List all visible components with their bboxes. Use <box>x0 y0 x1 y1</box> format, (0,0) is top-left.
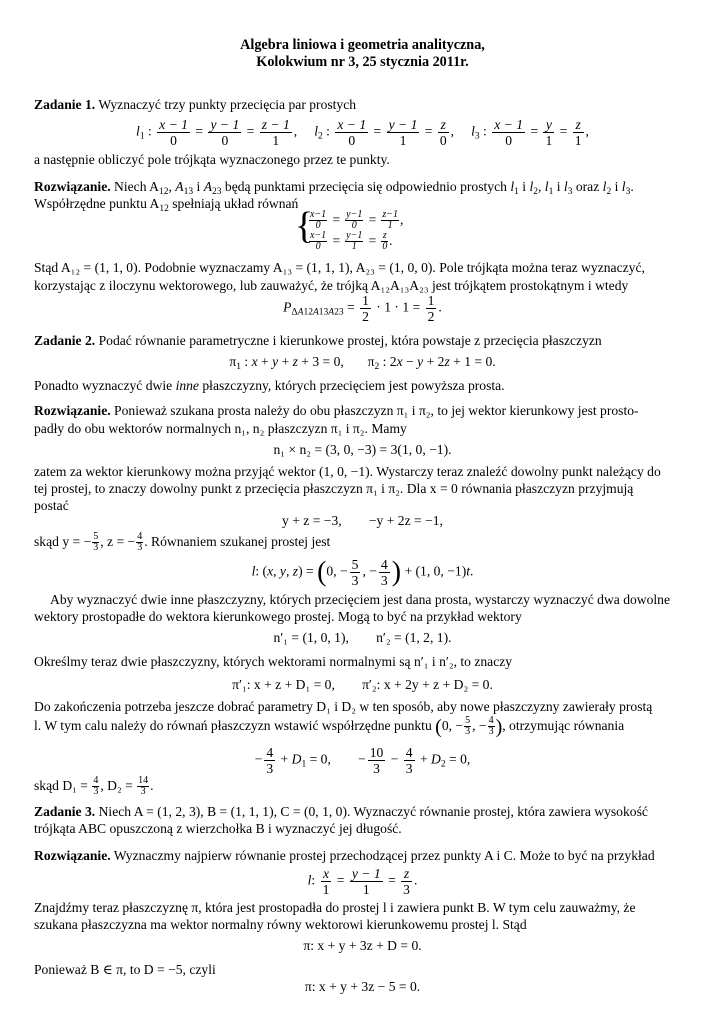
solution-1-text-c: spełniają układ równań <box>168 196 299 211</box>
reduced-eq-b: −y + 2z = −1, <box>368 513 443 528</box>
solution-1-line-2: Współrzędne punktu $A_{12}$ spełniają układ równań <box>34 196 299 214</box>
solution-2-p2-line-2: wektory prostopadłe do wektora kierunkowego prostej. Mogą to być na przykład wektory <box>34 609 522 624</box>
d-equations: − $\frac{4}{3}$ + $D_1 = 0$, − $\frac{10}{3}$ − $\frac{4}{3}$ + $D_2 = 0$, <box>254 745 471 776</box>
sol-y-text: skąd y = − <box>34 534 92 549</box>
title-line-2: Kolokwium nr 3, 25 stycznia 2011r. <box>256 54 469 70</box>
solution-3-label: Rozwiązanie. <box>34 848 111 863</box>
normal-2: n′₂ = (1, 2, 1). <box>376 630 452 645</box>
solution-2-line-9: l. W tym calu należy do równań płaszczyzn wstawić współrzędne punktu (0, − $\frac{5}{3}$ , − $\frac{4}{3}$ ), otrzymując równania <box>34 715 625 738</box>
task-2-intro <box>34 331 691 350</box>
reduced-eq-a: y + z = −3, <box>282 513 342 528</box>
system-brace: { <box>295 205 314 247</box>
line-parametric-eq: l: (x, y, z) = (0, − $\frac{5}{3}$ , − $\frac{4}{3}$ ) + (1, 0, −1)t. <box>251 556 474 588</box>
solution-1-text-a: Niech A <box>114 179 159 194</box>
plane-1: π′₁: x + z + D₁ = 0, <box>232 677 335 692</box>
task-1-end: a następnie obliczyć pole trójkąta wyznaczonego przez te punkty. <box>34 152 390 167</box>
solution-2-line-1 <box>34 401 691 420</box>
task-3-text-1: Niech A = (1, 2, 3), B = (1, 1, 1), C = (0, 1, 0). Wyznaczyć równanie prostej, która zawiera wysokość <box>98 804 648 819</box>
sol-eqs-text: , otrzymując równania <box>502 718 625 733</box>
area-formula: $P_{\Delta A12A13A23}$ = $\frac{1}{2}$ · 1 · 1 = $\frac{1}{2}$ . <box>283 293 442 324</box>
solution-1-label: Rozwiązanie. <box>34 179 111 194</box>
task-2-end-b: płaszczyzny, których przecięciem jest powyższa prosta. <box>198 378 505 393</box>
solution-2-p2-line-1: Aby wyznaczyć dwie inne płaszczyzny, których przecięciem jest dana prosta, wystarczy wyznaczyć dwa dowolne <box>50 592 671 607</box>
solution-1-line-3: Stąd A₁₂ = (1, 1, 0). Podobnie wyznaczamy A₁₃ = (1, 1, 1), A₂₃ = (1, 0, 0). Pole trójkąta można teraz wyznaczyć, <box>34 260 645 275</box>
solution-2-label: Rozwiązanie. <box>34 403 111 418</box>
solution-2-line-7: Określmy teraz dwie płaszczyzny, których wektorami normalnymi są n′₁ i n′₂, to znaczy <box>34 654 513 669</box>
sol-d1-text: skąd D₁ = <box>34 778 92 793</box>
solution-3-line-2: Znajdźmy teraz płaszczyznę π, która jest prostopadła do prostej l i zawiera punkt B. W tym celu zauważmy, że <box>34 900 636 915</box>
task-1-text: Wyznaczyć trzy punkty przecięcia par prostych <box>98 97 357 112</box>
solution-2-line-6: skąd y = − $\frac{5}{3}$ , z = − $\frac{4}{3}$ . Równaniem szukanej prostej jest <box>34 531 331 554</box>
task-2-planes: $\pi_1$ : x + y + z + 3 = 0, $\pi_2$ : 2x − y + 2z + 1 = 0. <box>229 354 496 372</box>
sol-line-text: . Równaniem szukanej prostej jest <box>144 534 331 549</box>
solution-1-line-4: korzystając z iloczynu wektorowego, lub zauważyć, że trójką A₁₂A₁₃A₂₃ jest trójkątem prostokątnym i wtedy <box>34 278 629 293</box>
new-normals <box>0 628 725 647</box>
task-1-label: Zadanie 1. <box>34 97 96 112</box>
system-line-2: $\frac{x-1}{0}$ = $\frac{y-1}{1}$ = $\frac{z}{0}$ . <box>310 230 393 253</box>
task-3-label: Zadanie 3. <box>34 804 96 819</box>
plane-2: π′₂: x + 2y + z + D₂ = 0. <box>362 677 493 692</box>
title-line-1: Algebra liniowa i geometria analityczna, <box>240 37 485 53</box>
solution-2-line-4: tej prostej, to znaczy dowolny punkt z przecięcia płaszczyzn π₁ i π₂. Dla x = 0 równania płaszczyzn przyjmują <box>34 481 634 496</box>
normal-1: n′₁ = (1, 0, 1), <box>273 630 349 645</box>
solution-2-line-2: padły do obu wektorów normalnych n₁, n₂ płaszczyzn π₁ i π₂. Mamy <box>34 421 407 436</box>
solution-2-text-1: Ponieważ szukana prosta należy do obu płaszczyzn π₁ i π₂, to jej wektor kierunkowy jest prosto- <box>114 403 639 418</box>
plane-eq-d: π: x + y + 3z + D = 0. <box>303 938 422 953</box>
sol-d2-text: , D₂ = <box>100 778 137 793</box>
system-line-1: $\frac{x-1}{0}$ = $\frac{y-1}{0}$ = $\frac{z-1}{1}$ , <box>310 209 404 232</box>
sol-z-text: , z = − <box>100 534 136 549</box>
reduced-system <box>0 511 725 530</box>
cross-product-eq: n₁ × n₂ = (3, 0, −3) = 3(1, 0, −1). <box>273 442 452 457</box>
task-1-lines-equation: $l_1$ : $\frac{x - 1}{0}$ = $\frac{y - 1}{0}$ = $\frac{z - 1}{1}$ , $l_2$ : $\frac{x - 1}{0}$ = $\frac{y - 1}{1}$ = $\frac{z}{0}$ , $l_3$ : $\frac{x - 1}{0}$ = $\frac{y}{1}$ = $\frac{z}{1}$ , <box>136 117 589 148</box>
task-2-label: Zadanie 2. <box>34 333 96 348</box>
task-2-end-a: Ponadto wyznaczyć dwie <box>34 378 176 393</box>
solution-2-line-8: Do zakończenia potrzeba jeszcze dobrać parametry D₁ i D₂ w ten sposób, aby nowe płaszczyzny zawierały prostą <box>34 699 653 714</box>
solution-2-line-10: skąd D₁ = $\frac{4}{3}$ , D₂ = $\frac{14}{3}$ . <box>34 775 154 798</box>
solution-3-text-1: Wyznaczmy najpierw równanie prostej przechodzącej przez punkty A i C. Może to być na przykład <box>113 848 655 863</box>
solution-2-line-5: postać <box>34 498 69 513</box>
task-2-end <box>34 376 691 395</box>
task-2-end-emph: inne <box>175 378 199 393</box>
plane-eq-final: π: x + y + 3z − 5 = 0. <box>304 979 421 994</box>
task-2-text: Podać równanie parametryczne i kierunkowe prostej, która powstaje z przecięcia płaszczyzn <box>98 333 602 348</box>
new-planes <box>0 675 725 694</box>
task-1-intro <box>34 95 691 114</box>
solution-2-line-3: zatem za wektor kierunkowy można przyjąć wektor (1, 0, −1). Wystarczy teraz znaleźć dowolny punkt należący do <box>34 464 661 479</box>
task-3-line-2: trójkąta ABC opuszczoną z wierzchołka B i wyznaczyć jej długość. <box>34 821 402 836</box>
solution-3-line-3: szukana płaszczyzna ma wektor normalny równy wektorowi kierunkowemu prostej l. Stąd <box>34 917 527 932</box>
sol-point-text: l. W tym calu należy do równań płaszczyzn wstawić współrzędne punktu <box>34 718 432 733</box>
solution-1-line-1: Rozwiązanie. Niech $A_{12}$, $A_{13}$ i $A_{23}$ będą punktami przecięcia się odpowiednio prostych $l_1$ i $l_2$, $l_1$ i $l_3$ oraz $l_2$ i $l_3$. <box>34 179 634 197</box>
solution-1-text-b: Współrzędne punktu A <box>34 196 160 211</box>
line-ac-eq: l: $\frac{x}{1}$ = $\frac{y - 1}{1}$ = $\frac{z}{3}$ . <box>307 866 418 897</box>
solution-3-line-4: Ponieważ B ∈ π, to D = −5, czyli <box>34 962 216 977</box>
solution-3-line-1 <box>34 846 691 865</box>
